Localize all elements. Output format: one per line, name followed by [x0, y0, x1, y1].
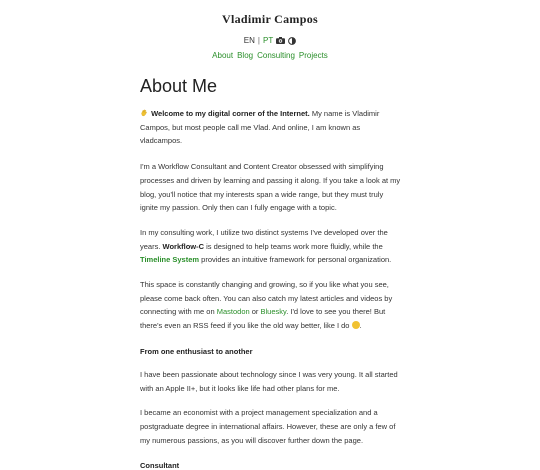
site-header: [0, 0, 540, 60]
nav-consulting[interactable]: Consulting: [257, 51, 295, 60]
theme-toggle-icon[interactable]: [288, 37, 296, 45]
timeline-system-link[interactable]: Timeline System: [140, 255, 200, 265]
bluesky-link[interactable]: Bluesky: [260, 307, 287, 317]
connect-paragraph: [140, 278, 402, 333]
education-paragraph: I became an economist with a project management specialization and a postgraduate degree in international affairs. However, these are only a few of my numerous passions, as you will discover further down the page.: [140, 408, 396, 445]
consulting-paragraph: [140, 226, 402, 267]
language-bar: [0, 36, 540, 45]
lang-separator: |: [257, 36, 260, 45]
connect-or: or: [249, 307, 261, 317]
workflow-c-label: Workflow-C: [162, 241, 205, 251]
lang-pt[interactable]: PT: [262, 36, 274, 45]
mastodon-link[interactable]: Mastodon: [216, 307, 250, 317]
site-title[interactable]: Vladimir Campos: [222, 12, 318, 26]
connect-text-a: This space is constantly changing and growing, so if you like what you see, please come back often. You can also catch my latest articles and videos by connecting with me on: [140, 280, 393, 317]
profile-paragraph: I'm a Workflow Consultant and Content Creator obsessed with simplifying processes and driven by learning and passing it along. If you take a look at my blog, you'll notice that my interests span a wide range, but they must truly ignite my passion. Only then can I fully engage with a topic.: [140, 162, 401, 213]
connect-period: .: [359, 321, 362, 331]
consultant-heading: Consultant: [140, 461, 180, 470]
welcome-strong: Welcome to my digital corner of the Internet.: [151, 109, 310, 118]
enthusiast-heading: From one enthusiast to another: [140, 346, 253, 356]
history-paragraph: I have been passionate about technology since I was very young. It all started with an Apple II+, but it looks like life had other plans for me.: [140, 369, 398, 393]
nav-about[interactable]: About: [212, 51, 234, 60]
intro-rest: My name is Vladimir Campos, but most people call me Vlad. And online, I am known as vladcampos.: [140, 109, 380, 146]
consulting-text-c: provides an intuitive framework for personal organization.: [199, 255, 392, 265]
camera-icon[interactable]: [276, 37, 285, 44]
page-title: About Me: [140, 76, 218, 96]
consulting-text-b: is designed to help teams work more fluidly, while the: [204, 241, 383, 251]
nav-blog[interactable]: Blog: [237, 51, 254, 60]
lang-en[interactable]: EN: [243, 36, 255, 45]
main-content: [140, 76, 402, 470]
main-nav: [0, 51, 540, 60]
consulting-text-a: In my consulting work, I utilize two distinct systems I've developed over the years.: [140, 227, 388, 251]
nav-projects[interactable]: Projects: [298, 51, 328, 60]
connect-text-b: . I'd love to see you there! But there's even an RSS feed if you like the old way better, like I do: [140, 307, 386, 331]
intro-paragraph: [140, 107, 402, 148]
waving-hand-icon: [140, 107, 149, 121]
winking-face-icon: [352, 321, 360, 329]
